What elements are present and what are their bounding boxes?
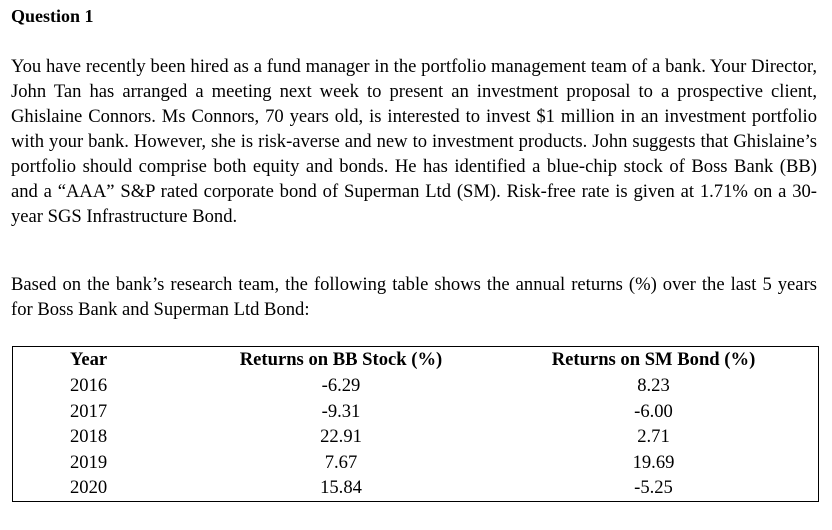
cell-sm-return: -6.00 (634, 400, 673, 422)
header-bb-returns: Returns on BB Stock (%) (239, 349, 443, 371)
question-title: Question 1 (11, 6, 94, 26)
cell-bb-return: 15.84 (320, 477, 362, 499)
returns-table (12, 346, 819, 502)
cell-sm-return: -5.25 (634, 477, 673, 499)
table-header-row (13, 347, 819, 374)
table-row (13, 450, 819, 476)
cell-sm-return: 8.23 (637, 375, 670, 397)
cell-year: 2017 (70, 400, 108, 422)
header-year: Year (70, 349, 108, 371)
table-row (13, 374, 819, 400)
cell-bb-return: 7.67 (324, 451, 358, 473)
cell-year: 2019 (70, 451, 108, 473)
header-sm-returns: Returns on SM Bond (%) (551, 349, 756, 371)
cell-year: 2020 (70, 477, 108, 499)
cell-bb-return: 22.91 (320, 426, 362, 448)
cell-year: 2016 (70, 375, 108, 397)
cell-bb-return: -9.31 (321, 400, 361, 422)
cell-sm-return: 2.71 (637, 426, 670, 448)
table-row (13, 425, 819, 451)
table-intro-paragraph: Based on the bank’s research team, the following table shows the annual returns (%) over the last 5 years for Boss Bank and Superman Ltd Bond: (11, 274, 817, 320)
cell-year: 2018 (70, 426, 108, 448)
question-intro-paragraph: You have recently been hired as a fund manager in the portfolio management team of a bank. Your Director, John Tan has arranged a meeting next week to present an investment proposal to a prospective client, Ghislaine Connors. Ms Connors, 70 years old, is interested to invest $1 million in an investment portfolio with your bank. However, she is risk-averse and new to investment products. John suggests that Ghislaine’s portfolio should comprise both equity and bonds. He has identified a blue-chip stock of Boss Bank (BB) and a “AAA” S&P rated corporate bond of Superman Ltd (SM). Risk-free rate is given at 1.71% on a 30-year SGS Infrastructure Bond. (11, 56, 817, 227)
table-row (13, 399, 819, 425)
table-row (13, 476, 819, 502)
cell-sm-return: 19.69 (632, 451, 675, 473)
cell-bb-return: -6.29 (321, 375, 361, 397)
